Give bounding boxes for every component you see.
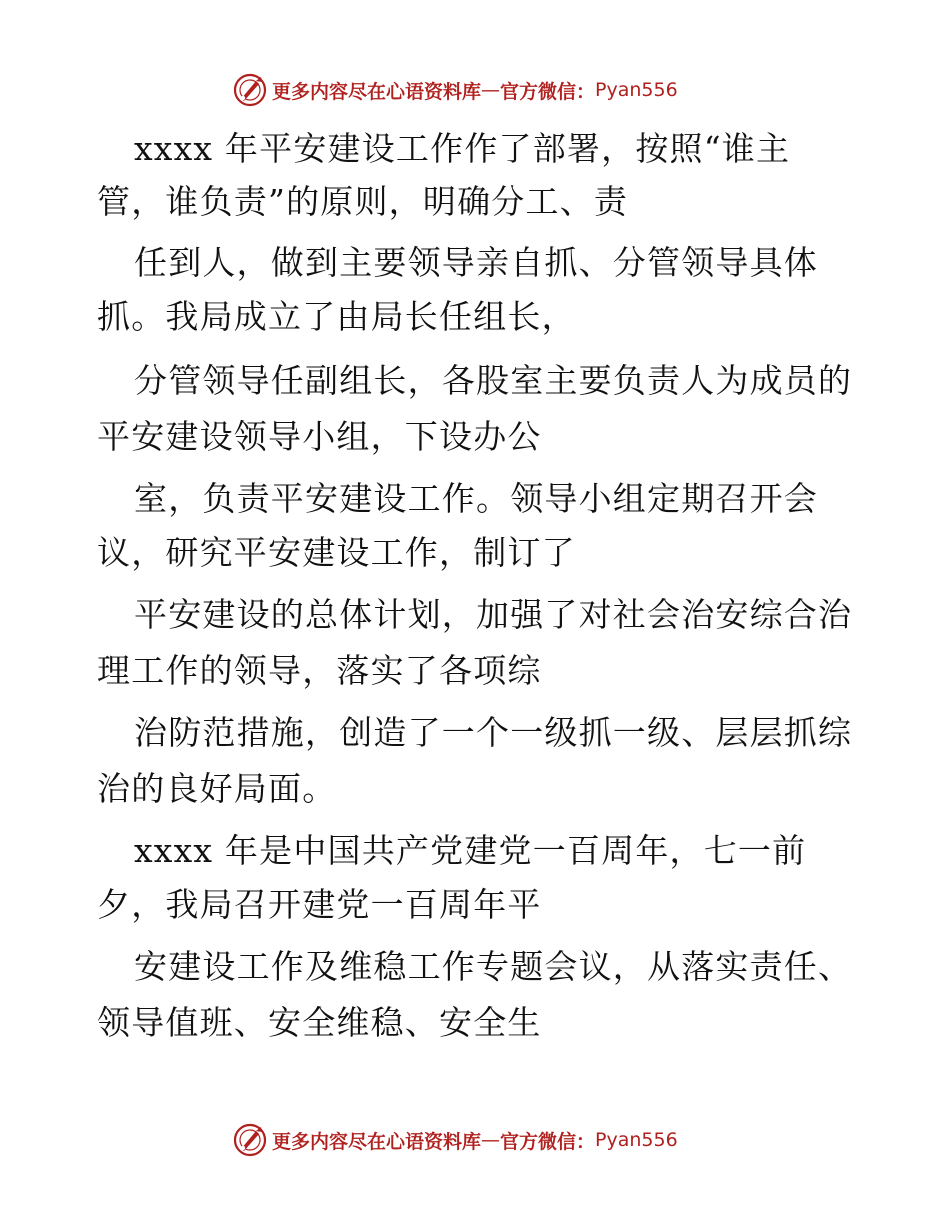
- text-line: xxxx 年是中国共产党建党一百周年，七一前: [134, 831, 807, 870]
- text-line: 议，研究平安建设工作，制订了: [97, 533, 576, 572]
- text-line: 治防范措施，创造了一个一级抓一级、层层抓综: [134, 713, 853, 752]
- watermark-separator: —: [481, 1129, 501, 1151]
- text-line: 治的良好局面。: [97, 769, 337, 808]
- watermark-wechat-id: Pyan556: [595, 1129, 678, 1151]
- text-line: 任到人，做到主要领导亲自抓、分管领导具体: [134, 243, 818, 282]
- text-line: 抓。我局成立了由局长任组长，: [97, 297, 576, 336]
- text-line: 理工作的领导，落实了各项综: [97, 651, 542, 690]
- watermark-wechat-label: 官方微信：: [500, 80, 596, 103]
- logo-quill-icon: [232, 1122, 268, 1158]
- watermark-wechat-id: Pyan556: [595, 79, 678, 101]
- text-line: 领导值班、安全维稳、安全生: [97, 1003, 542, 1042]
- footer-watermark: [232, 1120, 678, 1160]
- text-line: 分管领导任副组长，各股室主要负责人为成员的: [134, 361, 853, 400]
- text-line: 夕，我局召开建党一百周年平: [97, 885, 542, 924]
- text-line: 平安建设领导小组，下设办公: [97, 417, 542, 456]
- header-watermark: [232, 70, 678, 110]
- text-line: 管，谁负责”的原则，明确分工、责: [97, 182, 629, 221]
- logo-quill-icon: [232, 72, 268, 108]
- text-line: 室，负责平安建设工作。领导小组定期召开会: [134, 479, 818, 518]
- text-line: 安建设工作及维稳工作专题会议，从落实责任、: [134, 947, 853, 986]
- watermark-wechat-label: 官方微信：: [500, 1130, 596, 1153]
- watermark-site-text: 更多内容尽在心语资料库: [272, 80, 482, 103]
- text-line: 平安建设的总体计划，加强了对社会治安综合治: [134, 595, 853, 634]
- text-line: xxxx 年平安建设工作作了部署，按照“谁主: [134, 129, 791, 168]
- watermark-site-text: 更多内容尽在心语资料库: [272, 1130, 482, 1153]
- watermark-separator: —: [481, 79, 501, 101]
